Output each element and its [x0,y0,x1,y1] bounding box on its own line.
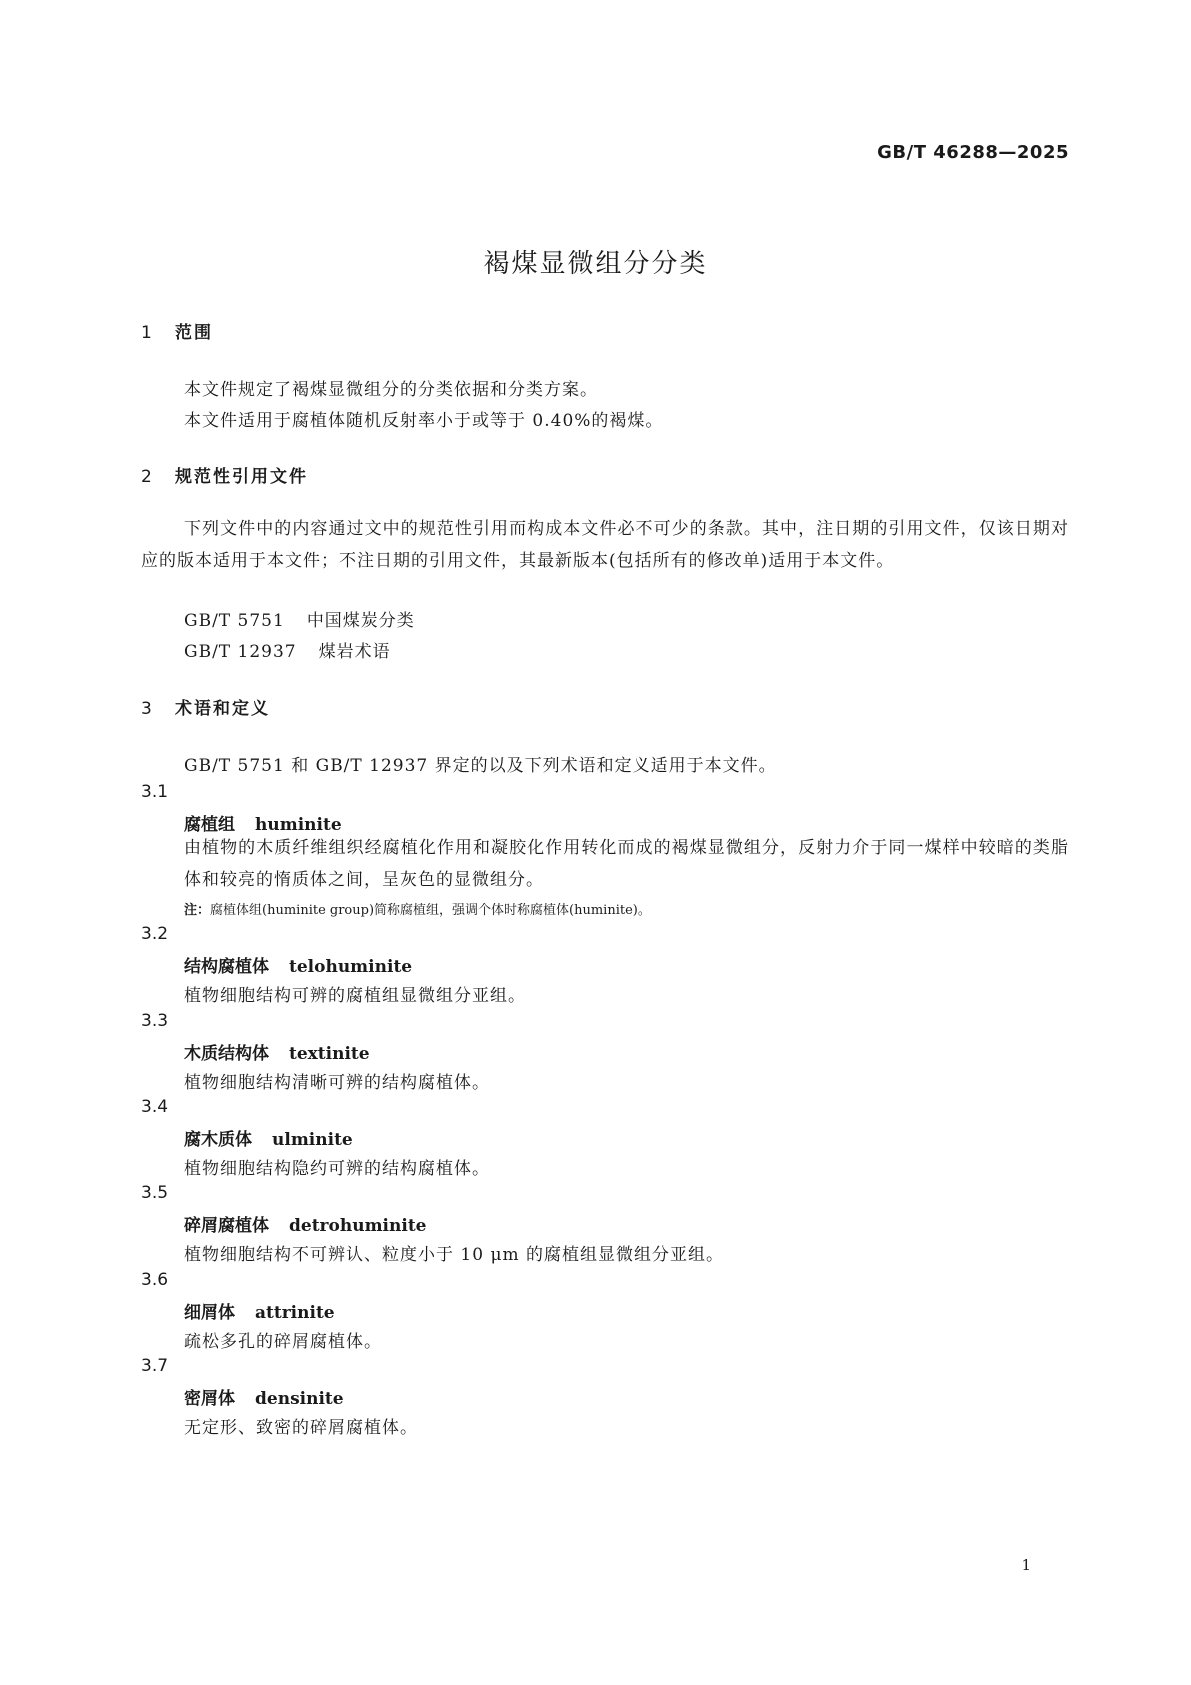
term-number: 3.4 [141,1097,169,1117]
term-definition: 植物细胞结构隐约可辨的结构腐植体。 [184,1159,490,1179]
term-chinese: 腐木质体 [184,1130,252,1150]
section-title: 范围 [175,323,213,343]
term-heading [184,1298,335,1323]
note-text: 腐植体组(huminite group)简称腐植组，强调个体时称腐植体(huminite)。 [210,903,651,918]
term-english: huminite [255,815,342,835]
term-heading [184,1125,353,1150]
term-english: detrohuminite [289,1216,427,1236]
document-title: 褐煤显微组分分类 [483,249,708,279]
term-english: telohuminite [289,957,413,977]
section-number: 3 [141,699,152,719]
term-number: 3.6 [141,1270,169,1290]
section-2-heading [141,462,308,487]
term-note [184,899,651,918]
term-definition: 由植物的木质纤维组织经腐植化作用和凝胶化作用转化而成的褐煤显微组分，反射力介于同一煤样中较暗的类脂体和较亮的惰质体之间，呈灰色的显微组分。 [184,838,1069,890]
term-heading [184,1384,344,1409]
standard-code: GB/T 46288—2025 [877,142,1069,163]
reference-code: GB/T 12937 [184,642,297,662]
scope-paragraph-2: 本文件适用于腐植体随机反射率小于或等于 0.40%的褐煤。 [184,411,664,431]
reference-item [184,606,415,631]
note-label: 注： [184,903,211,918]
term-definition: 无定形、致密的碎屑腐植体。 [184,1418,418,1438]
term-chinese: 木质结构体 [184,1044,269,1064]
section-number: 1 [141,323,152,343]
term-heading [184,1211,427,1236]
term-definition: 植物细胞结构不可辨认、粒度小于 10 μm 的腐植组显微组分亚组。 [184,1245,725,1265]
reference-name: 煤岩术语 [318,642,391,662]
section-3-heading [141,694,270,719]
terms-intro: GB/T 5751 和 GB/T 12937 界定的以及下列术语和定义适用于本文件。 [184,756,777,776]
page-number: 1 [1021,1556,1031,1574]
term-english: attrinite [255,1303,335,1323]
section-number: 2 [141,467,152,487]
normative-references-intro: 下列文件中的内容通过文中的规范性引用而构成本文件必不可少的条款。其中，注日期的引用文件，仅该日期对应的版本适用于本文件；不注日期的引用文件，其最新版本(包括所有的修改单)适用于本文件。 [141,519,1069,571]
term-english: textinite [289,1044,370,1064]
term-heading [184,1039,370,1064]
term-chinese: 密屑体 [184,1389,235,1409]
term-chinese: 结构腐植体 [184,957,269,977]
term-english: ulminite [272,1130,353,1150]
term-number: 3.5 [141,1183,169,1203]
reference-item [184,637,391,662]
term-chinese: 细屑体 [184,1303,235,1323]
term-definition: 植物细胞结构清晰可辨的结构腐植体。 [184,1073,490,1093]
scope-paragraph-1: 本文件规定了褐煤显微组分的分类依据和分类方案。 [184,380,598,400]
term-number: 3.1 [141,782,169,802]
section-1-heading [141,318,213,343]
reference-code: GB/T 5751 [184,611,285,631]
term-number: 3.7 [141,1356,169,1376]
section-title: 规范性引用文件 [175,467,308,487]
term-chinese: 碎屑腐植体 [184,1216,269,1236]
term-number: 3.2 [141,924,169,944]
term-heading [184,952,412,977]
section-title: 术语和定义 [175,699,270,719]
term-chinese: 腐植组 [184,815,235,835]
term-definition: 疏松多孔的碎屑腐植体。 [184,1332,382,1352]
reference-name: 中国煤炭分类 [306,611,415,631]
term-number: 3.3 [141,1011,169,1031]
term-english: densinite [255,1389,344,1409]
term-definition: 植物细胞结构可辨的腐植组显微组分亚组。 [184,986,526,1006]
